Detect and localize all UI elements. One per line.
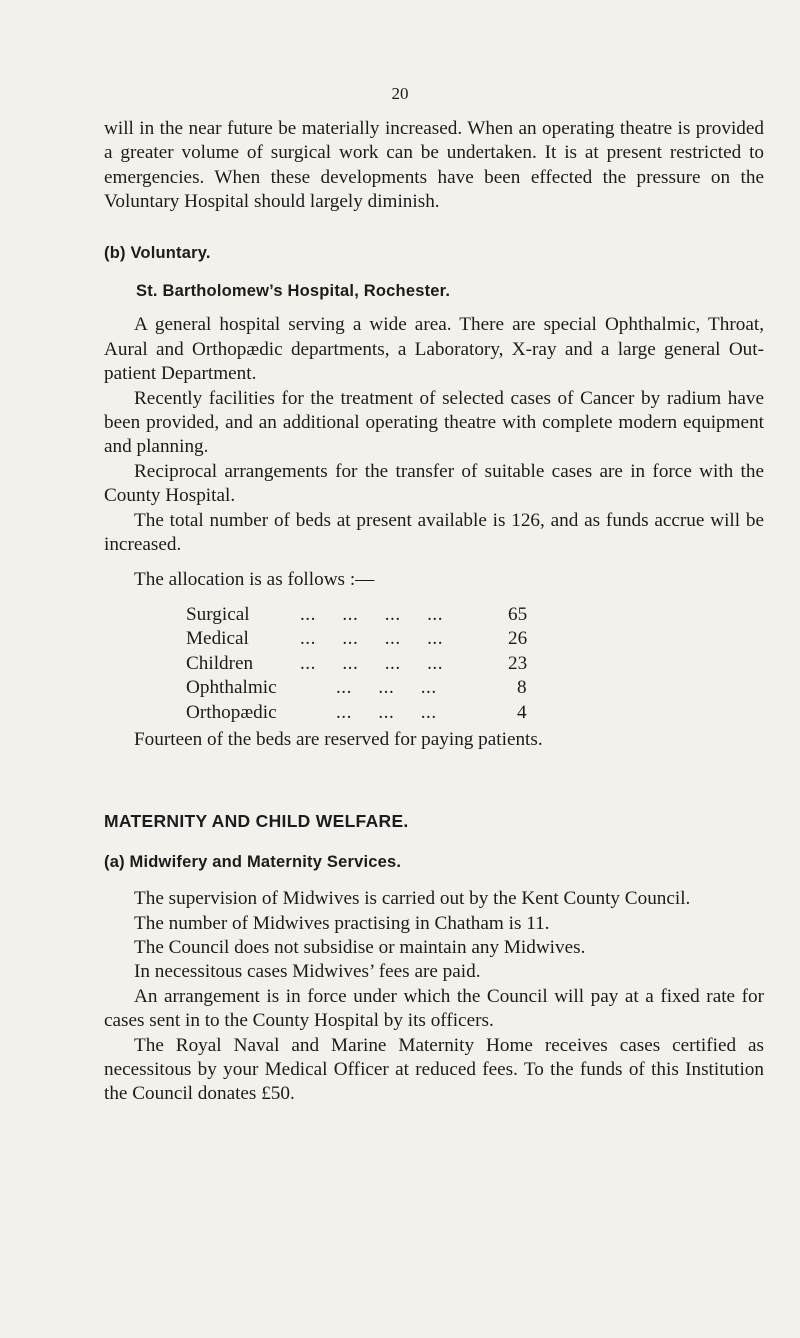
allocation-leader: ... ... ... ... — [300, 652, 444, 674]
hospital-name: St. Bartholomew’s Hospital, Rochester. — [136, 282, 451, 301]
midwifery-heading: (a) Midwifery and Maternity Services. — [104, 852, 402, 871]
maternity-paragraph: The number of Midwives practising in Chatham is 11. — [134, 912, 550, 934]
allocation-value: 8 — [517, 677, 527, 699]
table-row — [186, 652, 547, 676]
allocation-value: 23 — [508, 652, 528, 674]
hospital-paragraph: Recently facilities for the treatment of selected cases of Cancer by radium have been provided, and an additional operating theatre with complete modern equipment and planning. — [104, 387, 764, 458]
allocation-label: Medical — [186, 628, 249, 650]
voluntary-heading: (b) Voluntary. — [104, 243, 211, 262]
hospital-paragraph: Reciprocal arrangements for the transfer of suitable cases are in force with the County Hospital. — [104, 460, 764, 507]
allocation-table — [186, 603, 547, 725]
maternity-paragraph: The Royal Naval and Marine Maternity Home receives cases certified as necessitous by your Medical Officer at reduced fees. To the funds of this Institution the Council donates £50. — [104, 1034, 764, 1105]
allocation-value: 26 — [508, 628, 528, 650]
allocation-value: 65 — [508, 603, 528, 625]
table-row — [186, 603, 547, 627]
allocation-value: 4 — [517, 701, 527, 723]
allocation-leader: ... ... ... — [336, 701, 437, 723]
allocation-leader: ... ... ... ... — [300, 628, 444, 650]
maternity-paragraph: In necessitous cases Midwives’ fees are paid. — [134, 961, 481, 983]
table-row — [186, 701, 547, 725]
table-row — [186, 627, 547, 651]
paying-patients-note: Fourteen of the beds are reserved for paying patients. — [134, 728, 543, 750]
hospital-paragraph: A general hospital serving a wide area. There are special Ophthalmic, Throat, Aural and Orthopædic departments, a Laboratory, X-ray and a large general Out-patient Department. — [104, 314, 764, 385]
table-row — [186, 676, 547, 700]
allocation-intro: The allocation is as follows :— — [134, 568, 375, 590]
maternity-paragraph: An arrangement is in force under which the Council will pay at a fixed rate for cases sent in to the County Hospital by its officers. — [104, 985, 764, 1032]
allocation-label: Children — [186, 652, 254, 674]
maternity-paragraph: The Council does not subsidise or maintain any Midwives. — [134, 936, 586, 958]
allocation-leader: ... ... ... ... — [300, 603, 444, 625]
maternity-heading: MATERNITY AND CHILD WELFARE. — [104, 811, 409, 832]
allocation-leader: ... ... ... — [336, 677, 437, 699]
allocation-label: Orthopædic — [186, 701, 277, 723]
hospital-paragraph: The total number of beds at present available is 126, and as funds accrue will be increased. — [104, 509, 764, 556]
maternity-paragraph: The supervision of Midwives is carried out by the Kent County Council. — [134, 888, 691, 910]
page-number: 20 — [391, 84, 409, 103]
allocation-label: Surgical — [186, 603, 250, 625]
page-content — [104, 117, 764, 1107]
intro-paragraph: will in the near future be materially increased. When an operating theatre is provided a greater volume of surgical work can be undertaken. It is at present restricted to emergencies. When these developments have been effected the pressure on the Voluntary Hospital should largely diminish. — [104, 118, 764, 213]
allocation-label: Ophthalmic — [186, 677, 277, 699]
